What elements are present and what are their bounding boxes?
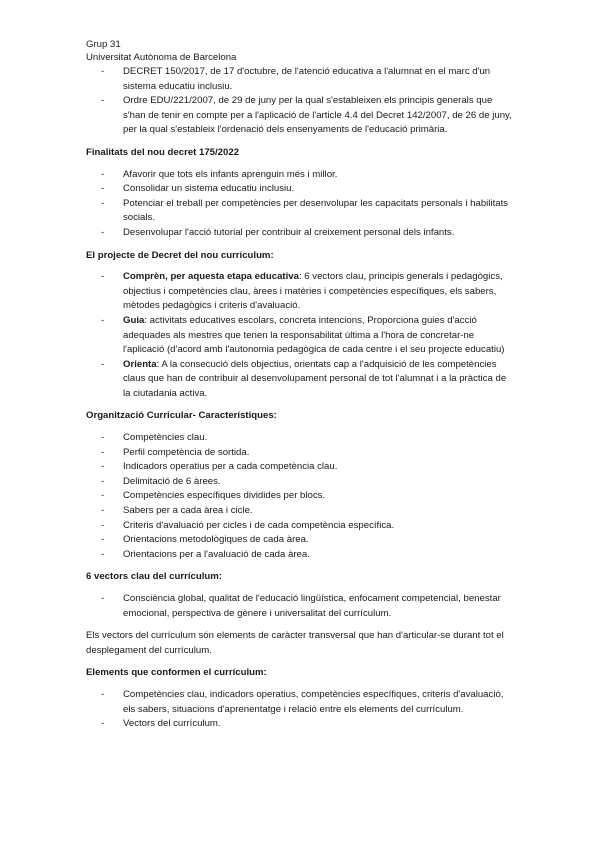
bullet-dash: - bbox=[101, 446, 105, 458]
bullet-dash: - bbox=[101, 461, 105, 473]
list-item: - Consciència global, qualitat de l'educació lingüística, enfocament competencial, benestar emocional, perspectiva de gènere i universalitat del currículum. bbox=[101, 593, 501, 619]
list-item: - Comprèn, per aquesta etapa educativa: 6 vectors clau, principis generals i pedagògics, objectius i competències clau, àrees i matèries i competències específiques, els sabers, mètodes pedagògics i criteris d'avaluació. bbox=[101, 271, 503, 312]
list-item: - Criteris d'avaluació per cicles i de cada competència específica. bbox=[86, 519, 515, 534]
bullet-dash: - bbox=[101, 519, 105, 531]
list-item: - Delimitació de 6 àrees. bbox=[86, 475, 515, 490]
list-item: - Perfil competència de sortida. bbox=[86, 446, 515, 461]
university-name: Universitat Autònoma de Barcelona bbox=[86, 52, 237, 63]
list-item: - Competències clau, indicadors operatius, competències específiques, criteris d'avaluació, els sabers, situacions d'aprenentatge i relació entre els elements del currículum. bbox=[101, 688, 504, 715]
bullet-dash: - bbox=[101, 66, 105, 77]
decrees-list bbox=[86, 65, 515, 138]
list-item: - Potenciar el treball per competències per desenvolupar les capacitats personals i habilitats socials. bbox=[101, 197, 509, 224]
vectors-list bbox=[86, 592, 515, 621]
list-item: - Desenvolupar l'acció tutorial per contribuir al creixement personal dels infants. bbox=[86, 226, 515, 241]
section-title: Finalitats del nou decret 175/2022 bbox=[86, 146, 240, 158]
list-item: - Sabers per a cada àrea i cicle. bbox=[86, 504, 515, 519]
bullet-dash: - bbox=[101, 226, 105, 238]
list-item: - Orientacions per a l'avaluació de cada àrea. bbox=[86, 548, 515, 563]
list-item: - Consolidar un sistema educatiu inclusiu. bbox=[86, 182, 515, 197]
finalitats-list bbox=[86, 168, 515, 241]
bullet-dash: - bbox=[101, 475, 105, 487]
bullet-dash: - bbox=[101, 548, 105, 560]
section-title: El projecte de Decret del nou currículum: bbox=[86, 249, 274, 261]
list-item: - Afavorir que tots els infants aprenguin més i millor. bbox=[86, 168, 515, 183]
bullet-dash: - bbox=[101, 314, 105, 326]
bullet-dash: - bbox=[101, 505, 105, 517]
bullet-dash: - bbox=[101, 688, 105, 700]
list-item: - Orientacions metodològiques de cada àrea. bbox=[86, 533, 515, 548]
section-title: Elements que conformen el currículum: bbox=[86, 667, 267, 679]
section-title: 6 vectors clau del currículum: bbox=[86, 571, 222, 583]
bullet-dash: - bbox=[101, 95, 105, 107]
bullet-dash: - bbox=[101, 168, 105, 180]
bullet-dash: - bbox=[101, 197, 105, 209]
section-elements bbox=[86, 666, 515, 731]
list-item: - Competències específiques dividides per blocs. bbox=[86, 489, 515, 504]
bullet-dash: - bbox=[101, 718, 105, 730]
item-label: Orienta bbox=[123, 358, 157, 370]
bullet-dash: - bbox=[101, 534, 105, 546]
section-vectors bbox=[86, 570, 515, 658]
list-item: - Ordre EDU/221/2007, de 29 de juny per la qual s'estableixen els principis generals que s'han de tenir en compte per a l'aplicació de l'article 4.4 del Decret 142/2007, de 26 de juny, per la qual s'estableix l'ordenació dels ensenyaments de l'educació primària. bbox=[101, 95, 512, 136]
section-organitzacio bbox=[86, 409, 515, 562]
bullet-dash: - bbox=[101, 432, 105, 444]
section-projecte bbox=[86, 249, 515, 402]
page-header bbox=[86, 38, 515, 64]
bullet-dash: - bbox=[101, 271, 105, 283]
bullet-dash: - bbox=[101, 358, 105, 370]
list-item: - Competències clau. bbox=[86, 431, 515, 446]
organitzacio-list bbox=[86, 431, 515, 562]
section-finalitats bbox=[86, 146, 515, 241]
item-label: Comprèn, per aquesta etapa educativa bbox=[123, 271, 299, 283]
list-item: - Orienta: A la consecució dels objectius, orientats cap a l'adquisició de les competències claus que han de contribuir al desenvolupament personal de tot l'alumnat i a la pràctica de la ciutadania activa. bbox=[101, 358, 507, 399]
group-label: Grup 31 bbox=[86, 39, 121, 50]
bullet-dash: - bbox=[101, 593, 105, 604]
list-item: - Guia: activitats educatives escolars, concreta intencions, Proporciona guies d'acció adequades als mestres que tenen la responsabilitat última a l'hora de concretar-ne l'aplicació (d'acord amb l'autonomia pedagògica de cada centre i el seu projecte educatiu) bbox=[101, 314, 505, 356]
item-label: Guia bbox=[123, 314, 145, 326]
list-item: - DECRET 150/2017, de 17 d'octubre, de l'atenció educativa a l'alumnat en el marc d'un sistema educatiu inclusiu. bbox=[101, 66, 491, 92]
projecte-list bbox=[86, 270, 515, 401]
list-item: - Vectors del currículum. bbox=[86, 717, 515, 732]
vectors-paragraph: Els vectors del currículum són elements de caràcter transversal que han d'articular-se durant tot el desplegament del currículum. bbox=[86, 630, 504, 656]
list-item: - Indicadors operatius per a cada competència clau. bbox=[86, 460, 515, 475]
bullet-dash: - bbox=[101, 183, 105, 195]
elements-list bbox=[86, 688, 515, 732]
section-title: Organització Curricular- Característiques: bbox=[86, 410, 277, 422]
bullet-dash: - bbox=[101, 490, 105, 502]
